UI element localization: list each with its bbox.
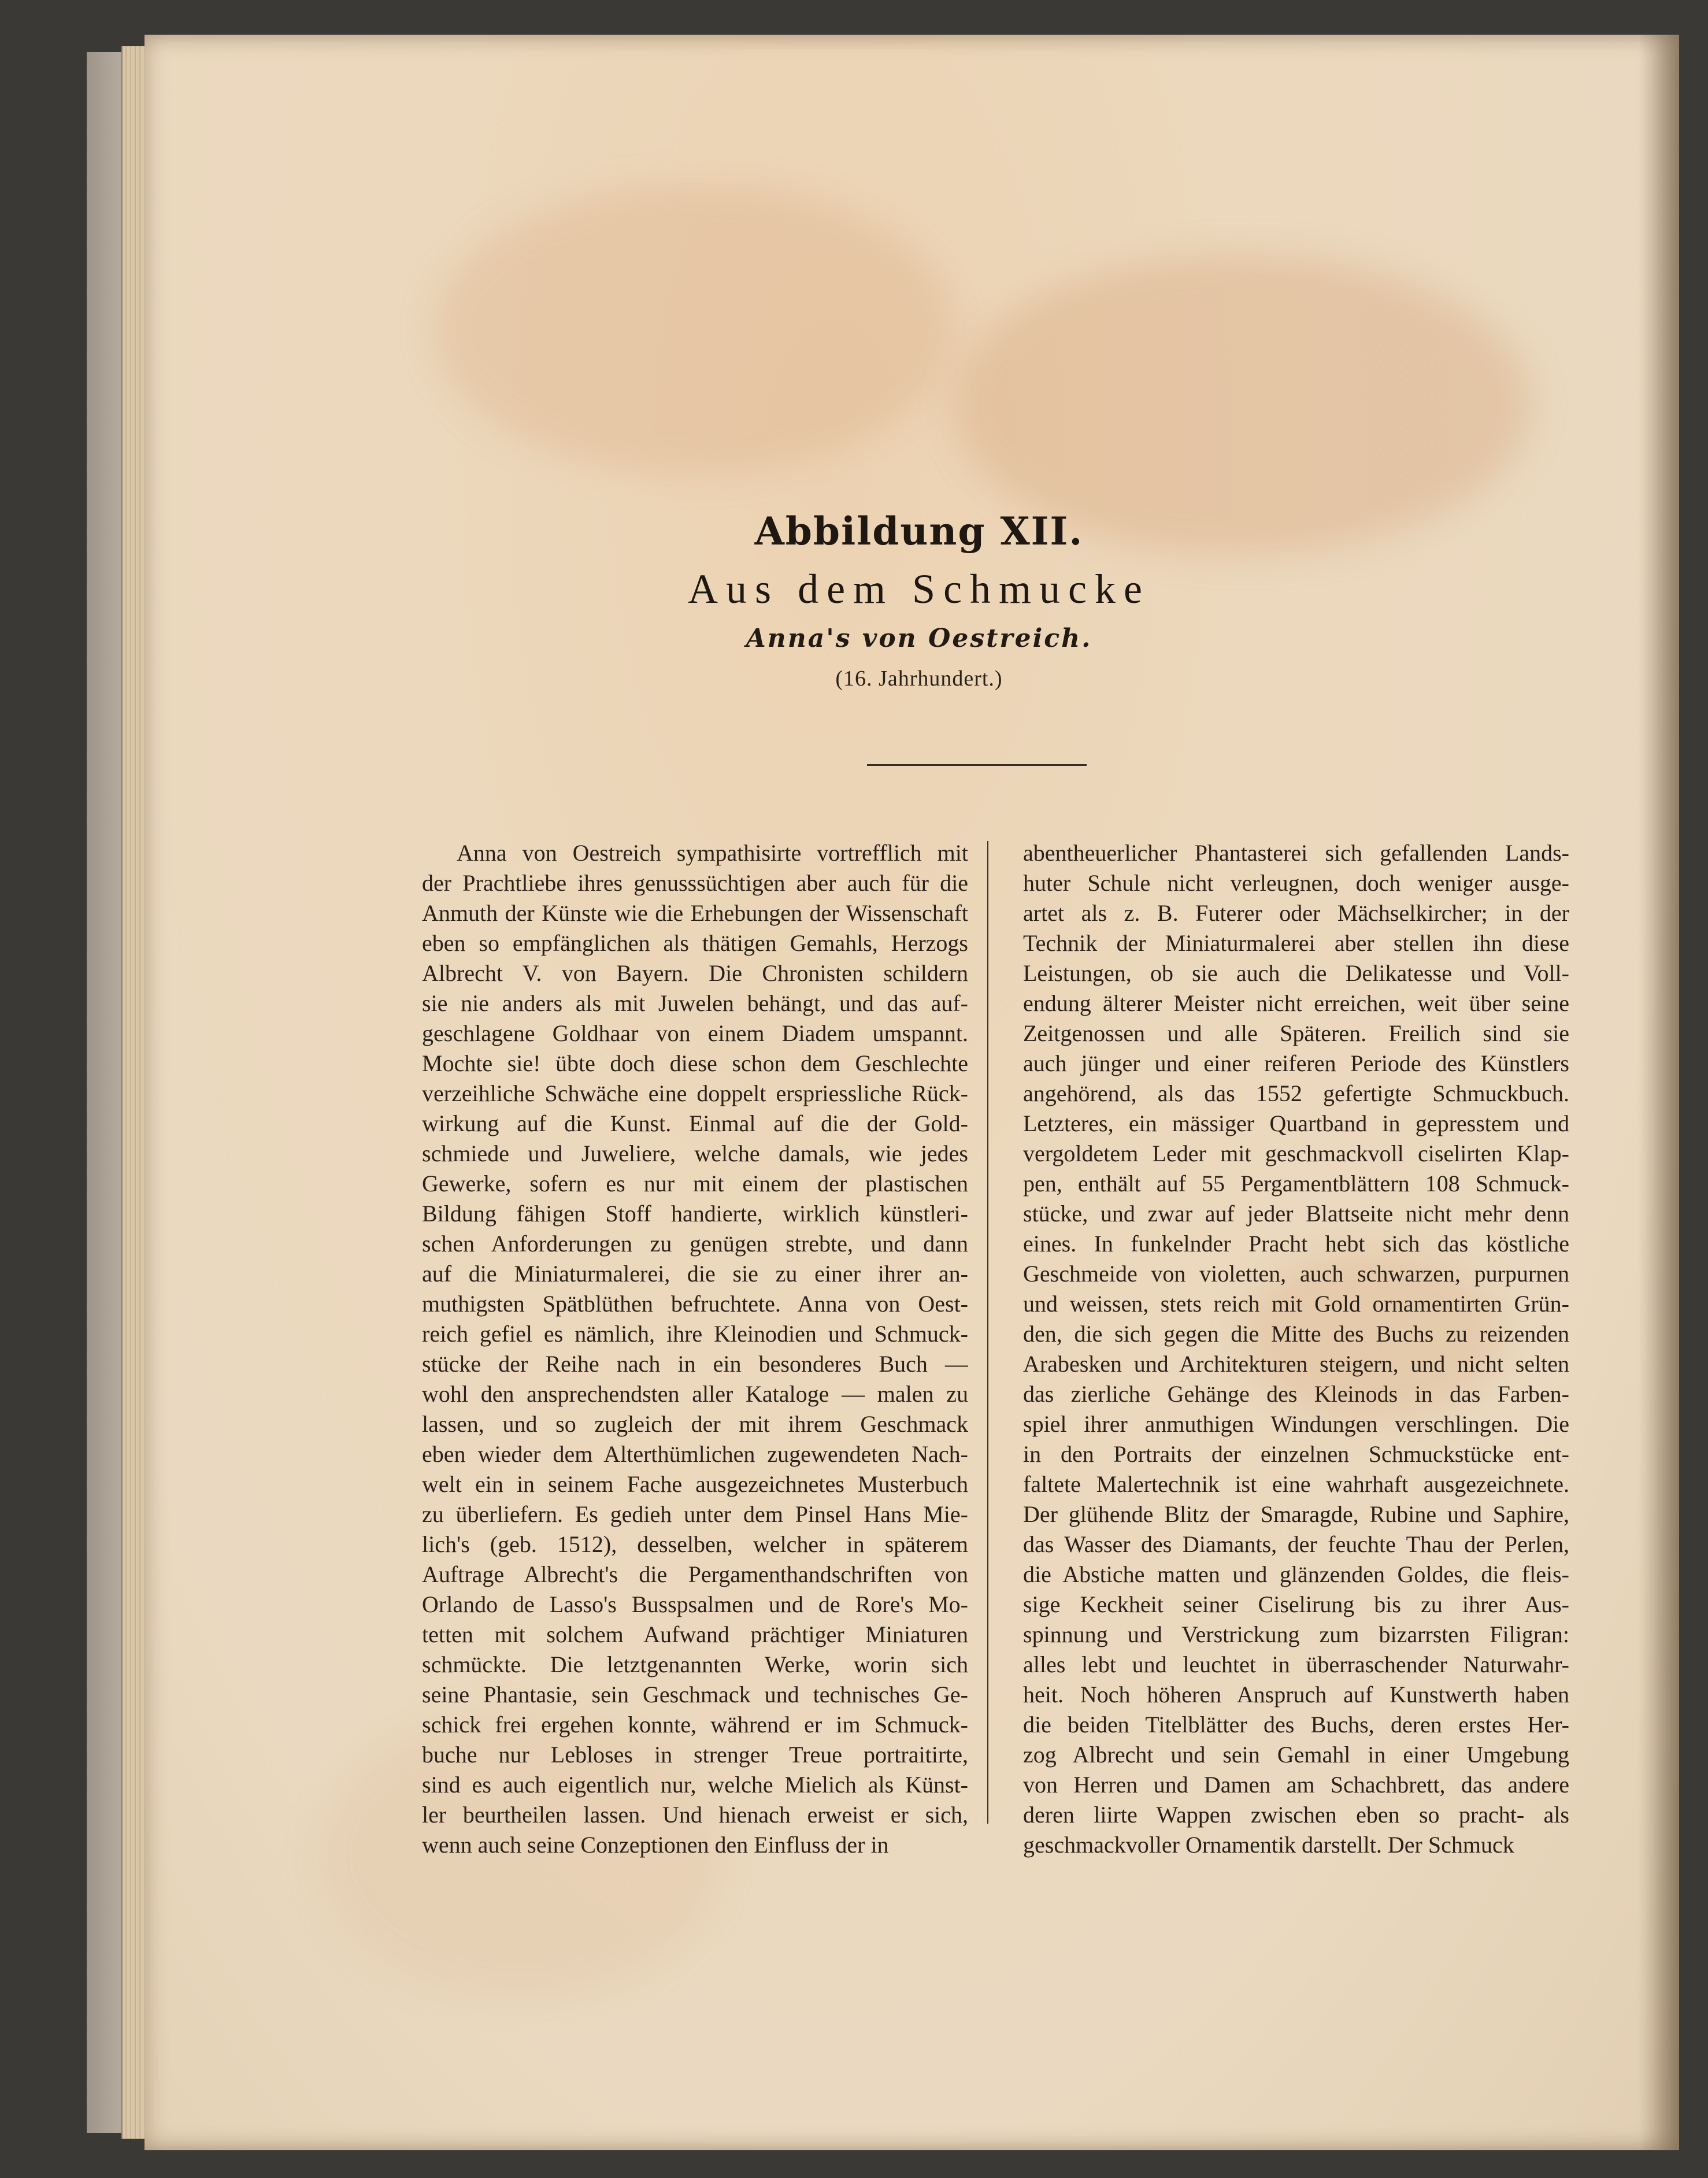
text-line: spiel ihrer anmuthigen Windungen verschlingen. Die [1023, 1411, 1569, 1437]
text-line: Arabesken und Architekturen steigern, und nicht selten [1023, 1351, 1569, 1377]
subtitle: Anna's von Oestreich. [746, 624, 1092, 653]
text-line: die beiden Titelblätter des Buchs, deren erstes Her- [1023, 1712, 1569, 1738]
text-line: das Wasser des Diamants, der feuchte Thau der Perlen, [1023, 1531, 1569, 1557]
text-line: wohl den ansprechendsten aller Kataloge — malen zu [422, 1381, 968, 1407]
text-line: auf die Miniaturmalerei, die sie zu einer ihrer an- [422, 1261, 968, 1287]
text-line: Zeitgenossen und alle Späteren. Freilich sind sie [1023, 1020, 1569, 1046]
text-line: schmückte. Die letztgenannten Werke, worin sich [422, 1651, 968, 1677]
text-line: die Abstiche matten und glänzenden Goldes, die fleis- [1023, 1561, 1569, 1587]
text-line: geschlagene Goldhaar von einem Diadem umspannt. [422, 1020, 968, 1046]
text-line: und weissen, stets reich mit Gold ornamentirten Grün- [1023, 1291, 1569, 1317]
text-line: lich's (geb. 1512), desselben, welcher in späterem [422, 1531, 968, 1557]
text-line: spinnung und Verstrickung zum bizarrsten Filigran: [1023, 1621, 1569, 1647]
text-line: alles lebt und leuchtet in überraschender Naturwahr- [1023, 1651, 1569, 1677]
text-line: sie nie anders als mit Juwelen behängt, und das auf- [422, 990, 968, 1016]
text-line: Geschmeide von violetten, auch schwarzen, purpurnen [1023, 1261, 1569, 1287]
text-line: auch jünger und einer reiferen Periode des Künstlers [1023, 1050, 1569, 1076]
text-line: Anna von Oestreich sympathisirte vortrefflich mit [457, 840, 968, 866]
text-line: zu überliefern. Es gedieh unter dem Pinsel Hans Mie- [422, 1501, 968, 1527]
text-line: Leistungen, ob sie auch die Delikatesse und Voll- [1023, 960, 1569, 986]
text-line: heit. Noch höheren Anspruch auf Kunstwerth haben [1023, 1681, 1569, 1707]
text-line: Albrecht V. von Bayern. Die Chronisten schildern [422, 960, 968, 986]
text-line: wenn auch seine Conzeptionen den Einfluss der in [422, 1832, 889, 1858]
text-line: welt ein in seinem Fache ausgezeichnetes Musterbuch [422, 1471, 968, 1497]
text-line: endung älterer Meister nicht erreichen, weit über seine [1023, 990, 1569, 1016]
column-divider [987, 841, 988, 1824]
text-line: Anmuth der Künste wie die Erhebungen der Wissenschaft [422, 900, 968, 926]
text-line: huter Schule nicht verleugnen, doch weniger ausge- [1023, 870, 1569, 896]
text-line: stücke der Reihe nach in ein besonderes Buch — [422, 1351, 968, 1377]
text-line: schen Anforderungen zu genügen strebte, und dann [422, 1231, 968, 1257]
text-line: eines. In funkelnder Pracht hebt sich das köstliche [1023, 1231, 1569, 1257]
main-title: Aus dem Schmucke [688, 566, 1150, 612]
text-line: Mochte sie! übte doch diese schon dem Geschlechte [422, 1050, 968, 1076]
text-line: tetten mit solchem Aufwand prächtiger Miniaturen [422, 1621, 968, 1647]
text-line: vergoldetem Leder mit geschmackvoll ciselirten Klap- [1023, 1140, 1569, 1166]
text-line: artet als z. B. Futerer oder Mächselkircher; in der [1023, 900, 1569, 926]
text-line: schmiede und Juweliere, welche damals, wie jedes [422, 1140, 968, 1166]
text-line: der Prachtliebe ihres genusssüchtigen aber auch für die [422, 870, 968, 896]
text-line: eben so empfänglichen als thätigen Gemahls, Herzogs [422, 930, 968, 956]
text-line: Der glühende Blitz der Smaragde, Rubine und Saphire, [1023, 1501, 1569, 1527]
text-line: abentheuerlicher Phantasterei sich gefallenden Lands- [1023, 840, 1569, 866]
article-heading [601, 509, 1237, 691]
text-line: deren liirte Wappen zwischen eben so pracht- als [1023, 1802, 1569, 1828]
text-line: in den Portraits der einzelnen Schmuckstücke ent- [1023, 1441, 1569, 1467]
text-line: Letzteres, ein mässiger Quartband in gepresstem und [1023, 1110, 1569, 1136]
text-line: muthigsten Spätblüthen befruchtete. Anna von Oest- [422, 1291, 968, 1317]
text-column-left [422, 838, 968, 1860]
gutter-shadow [1639, 35, 1679, 2150]
plate-title: Abbildung XII. [754, 509, 1084, 554]
text-line: buche nur Lebloses in strenger Treue portraitirte, [422, 1742, 968, 1768]
text-line: geschmackvoller Ornamentik darstellt. Der Schmuck [1023, 1832, 1514, 1858]
text-line: Gewerke, sofern es nur mit einem der plastischen [422, 1171, 968, 1197]
text-line: das zierliche Gehänge des Kleinods in das Farben- [1023, 1381, 1569, 1407]
text-line: reich gefiel es nämlich, ihre Kleinodien und Schmuck- [422, 1321, 968, 1347]
title-rule [867, 764, 1087, 766]
text-line: wirkung auf die Kunst. Einmal auf die der Gold- [422, 1110, 968, 1136]
text-line: verzeihliche Schwäche eine doppelt erspriessliche Rück- [422, 1080, 968, 1106]
text-line: von Herren und Damen am Schachbrett, das andere [1023, 1772, 1569, 1798]
text-line: ler beurtheilen lassen. Und hienach erweist er sich, [422, 1802, 968, 1828]
text-line: Technik der Miniaturmalerei aber stellen ihn diese [1023, 930, 1569, 956]
text-line: pen, enthält auf 55 Pergamentblättern 108 Schmuck- [1023, 1171, 1569, 1197]
foxing-stain [434, 185, 954, 474]
text-line: seine Phantasie, sein Geschmack und technisches Ge- [422, 1681, 968, 1707]
text-line: angehörend, als das 1552 gefertigte Schmuckbuch. [1023, 1080, 1569, 1106]
text-line: zog Albrecht und sein Gemahl in einer Umgebung [1023, 1742, 1569, 1768]
text-line: lassen, und so zugleich der mit ihrem Geschmack [422, 1411, 968, 1437]
text-line: eben wieder dem Alterthümlichen zugewendeten Nach- [422, 1441, 968, 1467]
century-note: (16. Jahrhundert.) [835, 666, 1003, 691]
text-line: den, die sich gegen die Mitte des Buchs zu reizenden [1023, 1321, 1569, 1347]
text-line: faltete Malertechnik ist eine wahrhaft ausgezeichnete. [1023, 1471, 1569, 1497]
text-line: schick frei ergehen konnte, während er im Schmuck- [422, 1712, 968, 1738]
text-line: stücke, und zwar auf jeder Blattseite nicht mehr denn [1023, 1201, 1569, 1227]
text-column-right [1023, 838, 1569, 1860]
text-line: Auftrage Albrecht's die Pergamenthandschriften von [422, 1561, 968, 1587]
text-line: Orlando de Lasso's Busspsalmen und de Rore's Mo- [422, 1591, 968, 1617]
text-line: sind es auch eigentlich nur, welche Mielich als Künst- [422, 1772, 968, 1798]
text-line: Bildung fähigen Stoff handierte, wirklich künstleri- [422, 1201, 968, 1227]
text-line: sige Keckheit seiner Ciselirung bis zu ihrer Aus- [1023, 1591, 1569, 1617]
